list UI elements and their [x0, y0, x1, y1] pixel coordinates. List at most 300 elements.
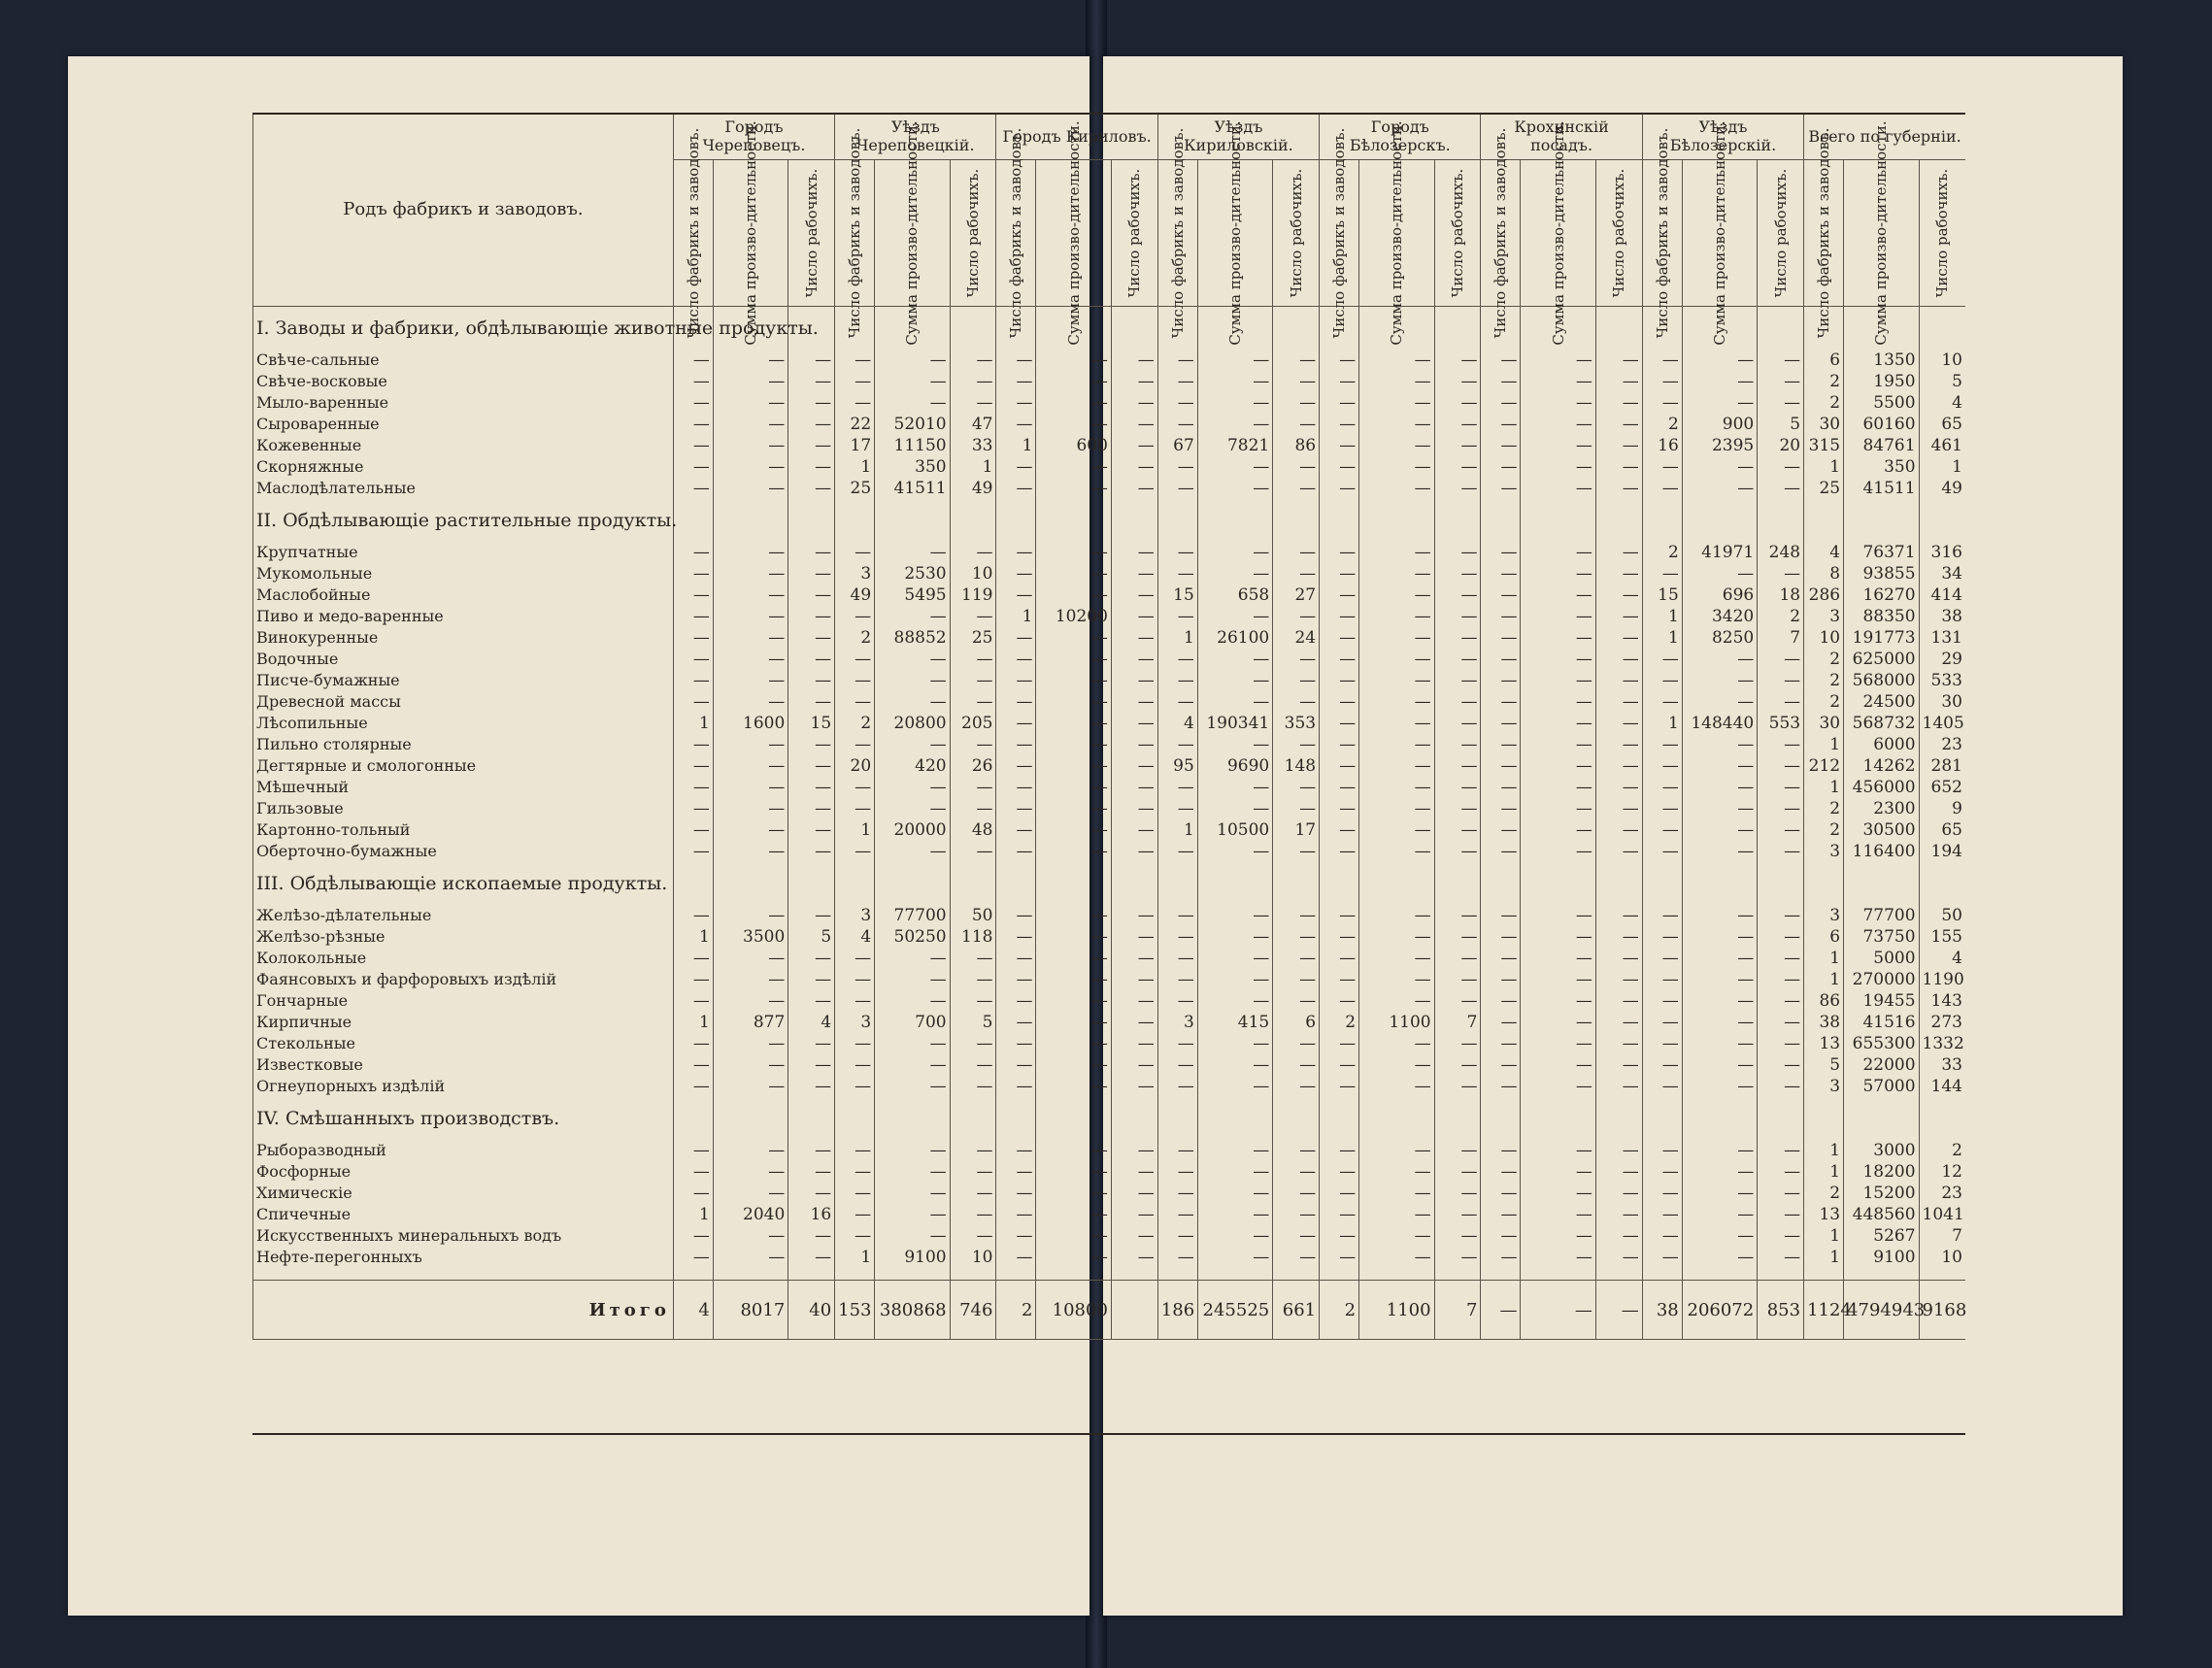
column-subheader [996, 127, 1036, 339]
row-name: Мѣшечный [253, 777, 674, 798]
data-cell: — [1595, 371, 1642, 392]
column-subheader-text: Число рабочихъ. [1771, 168, 1790, 298]
data-cell: — [788, 691, 835, 713]
data-cell: — [835, 990, 875, 1012]
data-cell: — [1111, 1012, 1157, 1033]
data-cell: 48 [950, 819, 996, 841]
column-subheader [1273, 160, 1320, 307]
empty-cell [1595, 499, 1642, 542]
empty-cell [1919, 307, 1965, 350]
row-name: Огнеупорныхъ издѣлій [253, 1076, 674, 1097]
data-cell: — [1197, 606, 1272, 627]
data-cell: 1 [1804, 1247, 1844, 1268]
data-cell: — [1036, 713, 1111, 734]
table-row [253, 819, 1966, 841]
data-cell: — [1197, 1225, 1272, 1247]
data-cell: — [996, 649, 1036, 670]
data-cell: — [1111, 1183, 1157, 1204]
data-cell: — [1320, 777, 1359, 798]
row-name: Лѣсопильные [253, 713, 674, 734]
empty-cell [1359, 1268, 1434, 1281]
column-subheader-text: Число рабочихъ. [1287, 168, 1305, 298]
data-cell: — [713, 969, 788, 990]
data-cell: — [950, 948, 996, 969]
data-cell: — [1157, 1140, 1197, 1161]
section-title: I. Заводы и фабрики, обдѣлывающіе животные продукты. [253, 307, 674, 350]
data-cell: — [673, 1054, 713, 1076]
data-cell: — [1434, 1204, 1481, 1225]
row-name: Пильно столярные [253, 734, 674, 755]
data-cell: 1 [835, 819, 875, 841]
empty-cell [950, 1268, 996, 1281]
data-cell: — [1642, 456, 1682, 478]
data-cell: — [1434, 841, 1481, 862]
data-cell: 10200 [1036, 606, 1111, 627]
data-cell: 3 [835, 563, 875, 584]
data-cell: — [1521, 542, 1595, 563]
data-cell: 3 [1804, 841, 1844, 862]
group-header: Городъ Кириловъ. [996, 113, 1157, 160]
data-cell: — [713, 649, 788, 670]
data-cell: 7 [1758, 627, 1804, 649]
row-name: Желѣзо-рѣзные [253, 926, 674, 948]
data-cell: 13 [1804, 1204, 1844, 1225]
data-cell: — [673, 542, 713, 563]
column-subheader [1919, 160, 1965, 307]
section-title: II. Обдѣлывающіе растительные продукты. [253, 499, 674, 542]
row-name: Мыло-варенные [253, 392, 674, 414]
data-cell: — [788, 435, 835, 456]
data-cell: — [1434, 713, 1481, 734]
data-cell: — [1758, 649, 1804, 670]
data-cell: — [1157, 414, 1197, 435]
data-cell: — [1758, 841, 1804, 862]
data-cell: — [950, 1076, 996, 1097]
table-row [253, 649, 1966, 670]
column-subheader-text: Число фабрикъ и заводовъ. [1653, 127, 1671, 339]
data-cell: — [1642, 969, 1682, 990]
data-cell: 316 [1919, 542, 1965, 563]
data-cell: 696 [1682, 584, 1757, 606]
data-cell: 29 [1919, 649, 1965, 670]
data-cell: — [788, 392, 835, 414]
data-cell: — [996, 563, 1036, 584]
empty-cell [1273, 499, 1320, 542]
data-cell: — [1359, 1076, 1434, 1097]
empty-cell [713, 862, 788, 905]
column-subheader-text: Число фабрикъ и заводовъ. [684, 127, 702, 339]
data-cell: — [1434, 414, 1481, 435]
row-name: Водочные [253, 649, 674, 670]
data-cell: 73750 [1844, 926, 1919, 948]
data-cell: — [1481, 841, 1521, 862]
data-cell: — [1758, 456, 1804, 478]
kind-header: Родъ фабрикъ и заводовъ. [253, 113, 674, 307]
data-cell: — [788, 1140, 835, 1161]
data-cell: — [1359, 905, 1434, 926]
table-row [253, 1161, 1966, 1183]
empty-cell [1595, 1268, 1642, 1281]
data-cell: — [1521, 798, 1595, 819]
column-subheader-text: Число фабрикъ и заводовъ. [1007, 127, 1025, 339]
empty-cell [1111, 862, 1157, 905]
data-cell: — [996, 1247, 1036, 1268]
data-cell: — [713, 392, 788, 414]
data-cell: 47 [950, 414, 996, 435]
table-row [253, 1076, 1966, 1097]
data-cell: — [673, 606, 713, 627]
data-cell: — [1359, 798, 1434, 819]
data-cell: — [996, 584, 1036, 606]
row-name: Спичечные [253, 1204, 674, 1225]
data-cell: — [1359, 755, 1434, 777]
data-cell: — [1481, 1054, 1521, 1076]
data-cell: 1 [673, 713, 713, 734]
data-cell: — [1157, 1225, 1197, 1247]
data-cell: — [1481, 713, 1521, 734]
data-cell: 533 [1919, 670, 1965, 691]
data-cell: — [996, 1033, 1036, 1054]
data-cell: — [1320, 990, 1359, 1012]
data-cell: — [875, 1054, 950, 1076]
data-cell: — [1157, 841, 1197, 862]
empty-cell [835, 499, 875, 542]
empty-cell [835, 1268, 875, 1281]
data-cell: — [875, 670, 950, 691]
empty-cell [1919, 499, 1965, 542]
data-cell: — [1434, 777, 1481, 798]
data-cell: — [1682, 990, 1757, 1012]
data-cell: — [1434, 435, 1481, 456]
data-cell: — [1434, 819, 1481, 841]
factories-statistics-table [252, 113, 1965, 1340]
data-cell: — [1273, 1225, 1320, 1247]
data-cell: — [1197, 990, 1272, 1012]
data-cell: — [1111, 606, 1157, 627]
data-cell: 4 [1157, 713, 1197, 734]
data-cell: — [1111, 841, 1157, 862]
data-cell: — [673, 1076, 713, 1097]
data-cell: — [1111, 456, 1157, 478]
data-cell: — [950, 1140, 996, 1161]
table-row [253, 1033, 1966, 1054]
empty-cell [713, 1097, 788, 1140]
column-subheader-text: Сумма произво-дительности. [1226, 120, 1245, 346]
data-cell: — [1682, 691, 1757, 713]
data-cell: — [1111, 563, 1157, 584]
data-cell: — [1521, 670, 1595, 691]
data-cell: — [1359, 1204, 1434, 1225]
data-cell: 18 [1758, 584, 1804, 606]
data-cell: 3 [835, 1012, 875, 1033]
data-cell: 1 [1804, 777, 1844, 798]
data-cell: 14262 [1844, 755, 1919, 777]
data-cell: — [673, 392, 713, 414]
total-cell: — [1595, 1281, 1642, 1340]
data-cell: — [1758, 1012, 1804, 1033]
data-cell: — [950, 1204, 996, 1225]
data-cell: — [996, 670, 1036, 691]
data-cell: 10 [1804, 627, 1844, 649]
empty-cell [1320, 1097, 1359, 1140]
data-cell: — [1521, 926, 1595, 948]
data-cell: — [1758, 1183, 1804, 1204]
data-cell: — [1595, 1204, 1642, 1225]
empty-cell [1521, 862, 1595, 905]
data-cell: — [1481, 905, 1521, 926]
data-cell: — [1359, 563, 1434, 584]
data-cell: — [1157, 478, 1197, 499]
data-cell: — [1595, 948, 1642, 969]
data-cell: — [1197, 350, 1272, 371]
empty-cell [1036, 862, 1111, 905]
data-cell: — [673, 990, 713, 1012]
data-cell: — [1682, 841, 1757, 862]
data-cell: — [1320, 1140, 1359, 1161]
data-cell: — [1320, 1076, 1359, 1097]
data-cell: — [1359, 777, 1434, 798]
data-cell: — [1682, 649, 1757, 670]
data-cell: — [1273, 1247, 1320, 1268]
data-cell: — [1758, 734, 1804, 755]
total-label: Итого [253, 1281, 674, 1340]
row-name: Свѣче-сальные [253, 350, 674, 371]
data-cell: — [875, 1140, 950, 1161]
total-cell: 186 [1157, 1281, 1197, 1340]
empty-cell [788, 1268, 835, 1281]
data-cell: 1332 [1919, 1033, 1965, 1054]
data-cell: — [1036, 456, 1111, 478]
data-cell: — [1521, 990, 1595, 1012]
data-cell: — [1595, 926, 1642, 948]
data-cell: — [1036, 1140, 1111, 1161]
data-cell: 8 [1804, 563, 1844, 584]
data-cell: 17 [835, 435, 875, 456]
data-cell: 205 [950, 713, 996, 734]
data-cell: 4 [1919, 948, 1965, 969]
data-cell: 3500 [713, 926, 788, 948]
data-cell: — [1157, 1204, 1197, 1225]
data-cell: — [1157, 1054, 1197, 1076]
data-cell: — [1434, 1033, 1481, 1054]
data-cell: 148440 [1682, 713, 1757, 734]
column-subheader-text: Число фабрикъ и заводовъ. [1491, 127, 1510, 339]
empty-cell [1642, 1268, 1682, 1281]
data-cell: — [1434, 990, 1481, 1012]
data-cell: — [1642, 755, 1682, 777]
empty-cell [1804, 1268, 1844, 1281]
data-cell: — [1036, 1161, 1111, 1183]
data-cell: — [835, 350, 875, 371]
table-top-rule [252, 113, 1965, 115]
data-cell: — [1036, 755, 1111, 777]
data-cell: — [1521, 371, 1595, 392]
data-cell: — [1481, 819, 1521, 841]
table-row [253, 1247, 1966, 1268]
data-cell: — [1481, 350, 1521, 371]
total-cell: 1100 [1359, 1281, 1434, 1340]
data-cell: — [1036, 350, 1111, 371]
data-cell: — [1521, 1161, 1595, 1183]
data-cell: — [1758, 392, 1804, 414]
data-cell: — [1481, 926, 1521, 948]
empty-cell [1758, 1097, 1804, 1140]
row-name: Свѣче-восковые [253, 371, 674, 392]
empty-cell [1197, 499, 1272, 542]
data-cell: — [788, 584, 835, 606]
data-cell: — [950, 990, 996, 1012]
total-cell: 2 [1320, 1281, 1359, 1340]
data-cell: — [835, 1225, 875, 1247]
data-cell: — [713, 755, 788, 777]
data-cell: — [1111, 948, 1157, 969]
empty-cell [1804, 862, 1844, 905]
data-cell: 5000 [1844, 948, 1919, 969]
data-cell: — [713, 350, 788, 371]
data-cell: — [1036, 1033, 1111, 1054]
data-cell: — [1595, 1076, 1642, 1097]
data-cell: 1 [1804, 734, 1844, 755]
total-cell: 10800 [1036, 1281, 1111, 1340]
column-subheader-text: Число рабочихъ. [1610, 168, 1628, 298]
data-cell: — [1758, 371, 1804, 392]
data-cell: — [950, 670, 996, 691]
data-cell: — [1682, 1140, 1757, 1161]
data-cell: — [875, 691, 950, 713]
total-cell: 4 [673, 1281, 713, 1340]
table-row [253, 1225, 1966, 1247]
data-cell: — [835, 371, 875, 392]
data-cell: — [1111, 350, 1157, 371]
data-cell: 877 [713, 1012, 788, 1033]
data-cell: — [1595, 819, 1642, 841]
data-cell: — [1273, 1161, 1320, 1183]
total-cell: 380868 [875, 1281, 950, 1340]
data-cell: 553 [1758, 713, 1804, 734]
empty-cell [1111, 1268, 1157, 1281]
table-row [253, 1012, 1966, 1033]
data-cell: 5 [788, 926, 835, 948]
column-subheader-text: Число фабрикъ и заводовъ. [1330, 127, 1349, 339]
data-cell: — [1642, 1161, 1682, 1183]
data-cell: — [1521, 819, 1595, 841]
empty-cell [1682, 499, 1757, 542]
data-cell: 456000 [1844, 777, 1919, 798]
data-cell: 3 [1804, 606, 1844, 627]
data-cell: — [1273, 1033, 1320, 1054]
empty-cell [1804, 499, 1844, 542]
empty-cell [1320, 862, 1359, 905]
empty-cell [1758, 307, 1804, 350]
data-cell: — [788, 563, 835, 584]
empty-cell [875, 1097, 950, 1140]
data-cell: 26 [950, 755, 996, 777]
data-cell: — [875, 1033, 950, 1054]
table-row [253, 713, 1966, 734]
data-cell: — [996, 841, 1036, 862]
data-cell: — [1481, 734, 1521, 755]
data-cell: — [1595, 670, 1642, 691]
data-cell: — [1758, 1161, 1804, 1183]
data-cell: — [1682, 969, 1757, 990]
data-cell: — [1595, 563, 1642, 584]
data-cell: — [788, 1054, 835, 1076]
data-cell: 281 [1919, 755, 1965, 777]
data-cell: — [1521, 734, 1595, 755]
data-cell: — [996, 627, 1036, 649]
data-cell: — [1197, 1161, 1272, 1183]
data-cell: — [1157, 990, 1197, 1012]
data-cell: — [673, 584, 713, 606]
data-cell: 41971 [1682, 542, 1757, 563]
data-cell: — [1521, 1033, 1595, 1054]
data-cell: — [1111, 1054, 1157, 1076]
table-row [253, 969, 1966, 990]
empty-cell [1919, 862, 1965, 905]
data-cell: — [1521, 478, 1595, 499]
data-cell: 24 [1273, 627, 1320, 649]
data-cell: — [875, 734, 950, 755]
data-cell: — [996, 456, 1036, 478]
data-cell: — [1521, 1204, 1595, 1225]
data-cell: — [875, 969, 950, 990]
empty-cell [673, 499, 713, 542]
data-cell: 1 [835, 1247, 875, 1268]
data-cell: — [996, 713, 1036, 734]
data-cell: — [996, 478, 1036, 499]
data-cell: 2 [1758, 606, 1804, 627]
total-cell: 853 [1758, 1281, 1804, 1340]
group-header: Городъ Череповецъ. [673, 113, 834, 160]
data-cell: — [1521, 1183, 1595, 1204]
row-name: Маслобойные [253, 584, 674, 606]
data-cell: 41511 [875, 478, 950, 499]
empty-cell [835, 1097, 875, 1140]
empty-cell [673, 1268, 713, 1281]
row-name: Оберточно-бумажные [253, 841, 674, 862]
empty-cell [835, 862, 875, 905]
data-cell: — [1434, 563, 1481, 584]
column-subheader-text: Сумма произво-дительности. [742, 120, 760, 346]
data-cell: — [1111, 1247, 1157, 1268]
data-cell: — [1434, 456, 1481, 478]
data-cell: — [1595, 1012, 1642, 1033]
data-cell: 2 [1804, 819, 1844, 841]
empty-cell [1359, 499, 1434, 542]
data-cell: — [1642, 478, 1682, 499]
total-cell [1111, 1281, 1157, 1340]
data-cell: — [788, 542, 835, 563]
data-cell: 20000 [875, 819, 950, 841]
data-cell: — [1157, 542, 1197, 563]
data-cell: — [788, 1247, 835, 1268]
data-cell: — [1481, 1204, 1521, 1225]
data-cell: — [713, 1140, 788, 1161]
table-row [253, 435, 1966, 456]
data-cell: — [1521, 1225, 1595, 1247]
row-name: Рыборазводный [253, 1140, 674, 1161]
data-cell: 6 [1804, 926, 1844, 948]
table-row [253, 691, 1966, 713]
empty-cell [673, 862, 713, 905]
total-cell: 746 [950, 1281, 996, 1340]
table-row [253, 371, 1966, 392]
data-cell: — [713, 691, 788, 713]
data-cell: 414 [1919, 584, 1965, 606]
data-cell: — [1481, 456, 1521, 478]
empty-cell [788, 499, 835, 542]
data-cell: — [713, 1054, 788, 1076]
